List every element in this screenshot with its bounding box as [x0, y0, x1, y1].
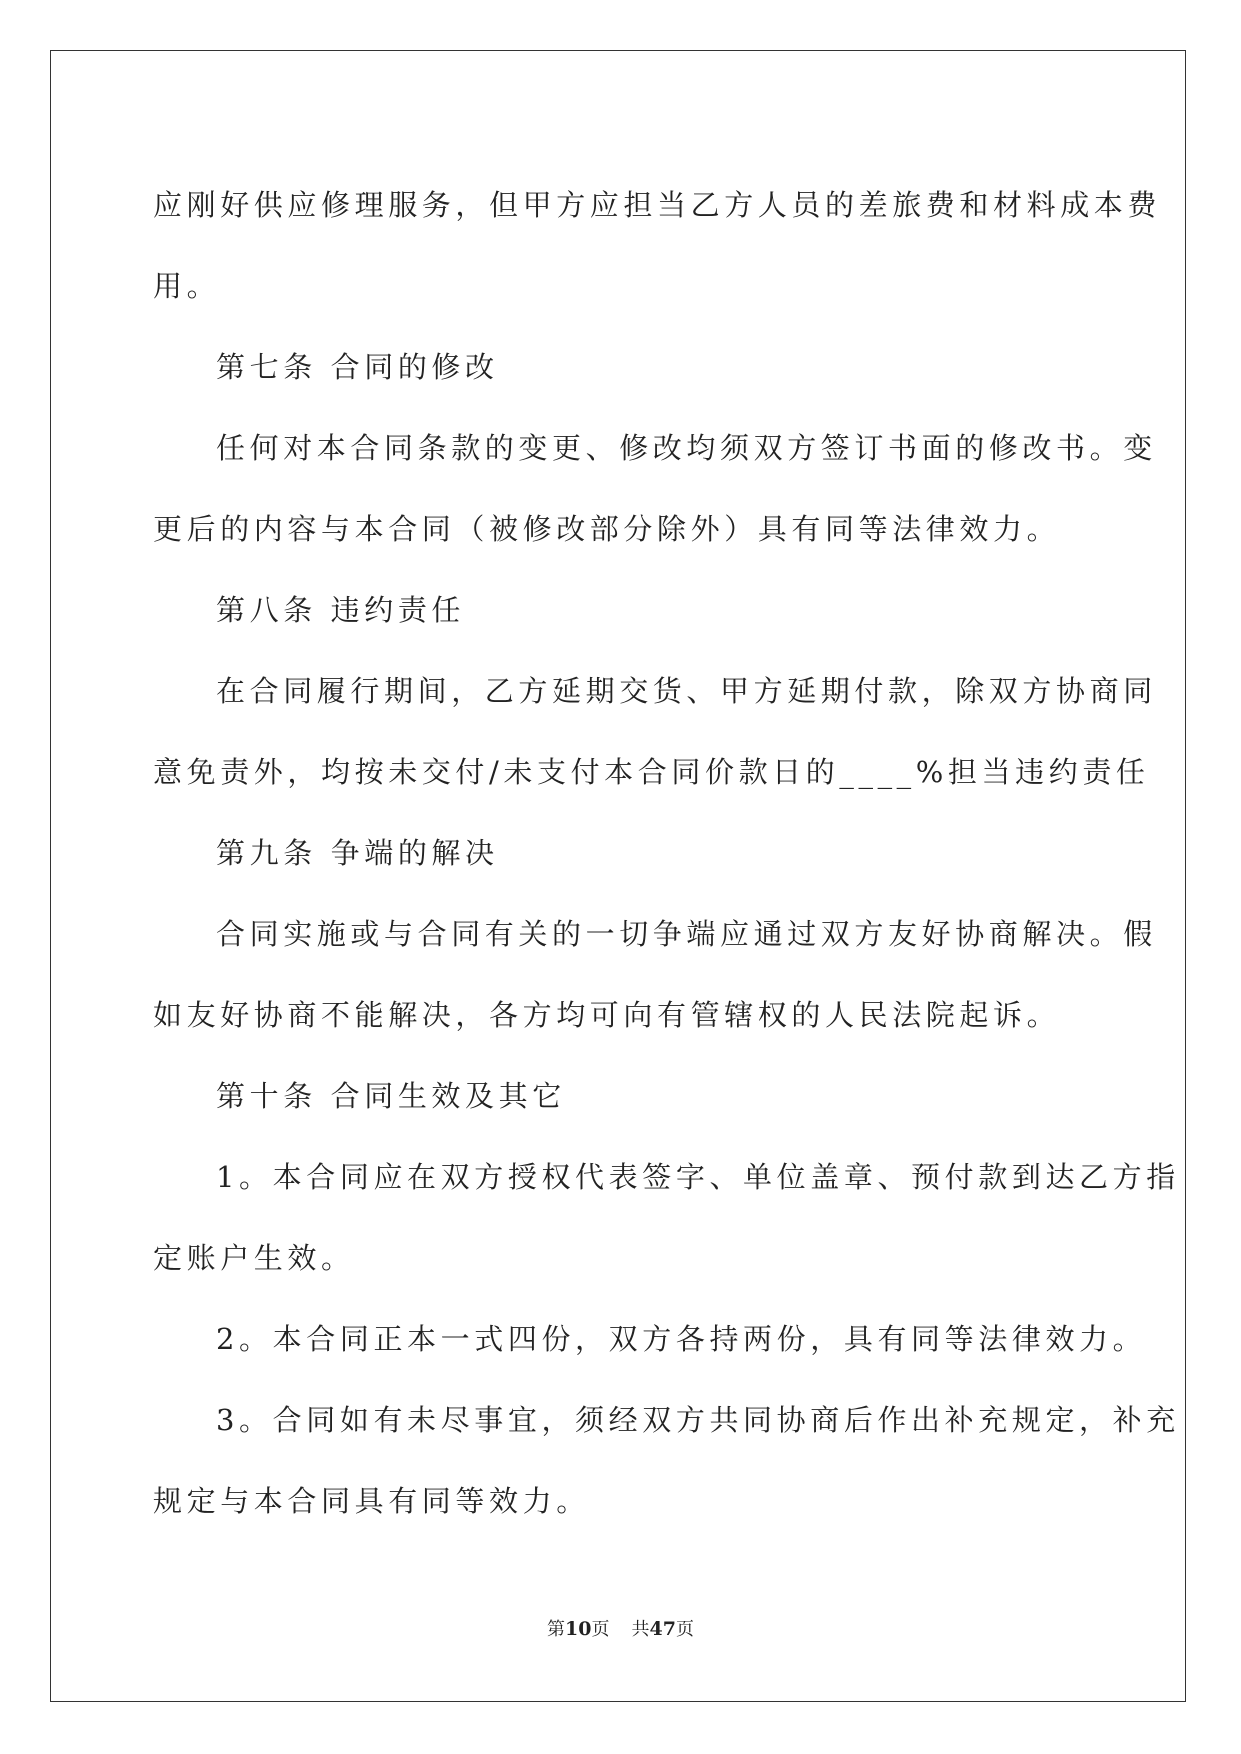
total-suffix: 页	[675, 1619, 694, 1640]
text-line: 定账户生效。	[153, 1241, 355, 1275]
text-line: 更后的内容与本合同（被修改部分除外）具有同等法律效力。	[153, 512, 1061, 546]
page-suffix: 页	[591, 1619, 610, 1640]
text-line: 应刚好供应修理服务，但甲方应担当乙方人员的差旅费和材料成本费	[153, 188, 1162, 222]
page-prefix: 第	[547, 1619, 566, 1640]
text-line: 2。本合同正本一式四份，双方各持两份，具有同等法律效力。	[216, 1322, 1147, 1356]
paragraph-continuation	[153, 165, 1162, 327]
text-line: 1。本合同应在双方授权代表签字、单位盖章、预付款到达乙方指	[216, 1160, 1180, 1194]
text-line: 第九条 争端的解决	[216, 836, 499, 870]
clause-1	[153, 1137, 1180, 1299]
text-line: 在合同履行期间，乙方延期交货、甲方延期付款，除双方协商同	[216, 674, 1157, 708]
paragraph-amendment	[153, 408, 1157, 570]
document-body	[153, 165, 1180, 1542]
text-line: 规定与本合同具有同等效力。	[153, 1484, 590, 1518]
text-line: 3。合同如有未尽事宜，须经双方共同协商后作出补充规定，补充	[216, 1403, 1180, 1437]
page-footer	[0, 1617, 1241, 1642]
clause-3	[153, 1380, 1180, 1542]
article-heading-9	[153, 813, 1093, 894]
text-line: 意免责外，均按未交付/未支付本合同价款日的____%担当违约责任	[153, 755, 1150, 789]
page-total: 47	[649, 1618, 676, 1640]
paragraph-liability	[153, 651, 1157, 813]
text-line: 任何对本合同条款的变更、修改均须双方签订书面的修改书。变	[216, 431, 1157, 465]
clause-2	[153, 1299, 1147, 1380]
page-current: 10	[565, 1618, 592, 1640]
text-line: 第八条 违约责任	[216, 593, 466, 627]
text-line: 用。	[153, 269, 221, 303]
article-heading-7	[153, 327, 1093, 408]
text-line: 合同实施或与合同有关的一切争端应通过双方友好协商解决。假	[216, 917, 1157, 951]
text-line: 第七条 合同的修改	[216, 350, 499, 384]
text-line: 如友好协商不能解决，各方均可向有管辖权的人民法院起诉。	[153, 998, 1061, 1032]
article-heading-10	[153, 1056, 1093, 1137]
paragraph-dispute	[153, 894, 1157, 1056]
total-prefix: 共	[631, 1619, 650, 1640]
article-heading-8	[153, 570, 1093, 651]
text-line: 第十条 合同生效及其它	[216, 1079, 566, 1113]
